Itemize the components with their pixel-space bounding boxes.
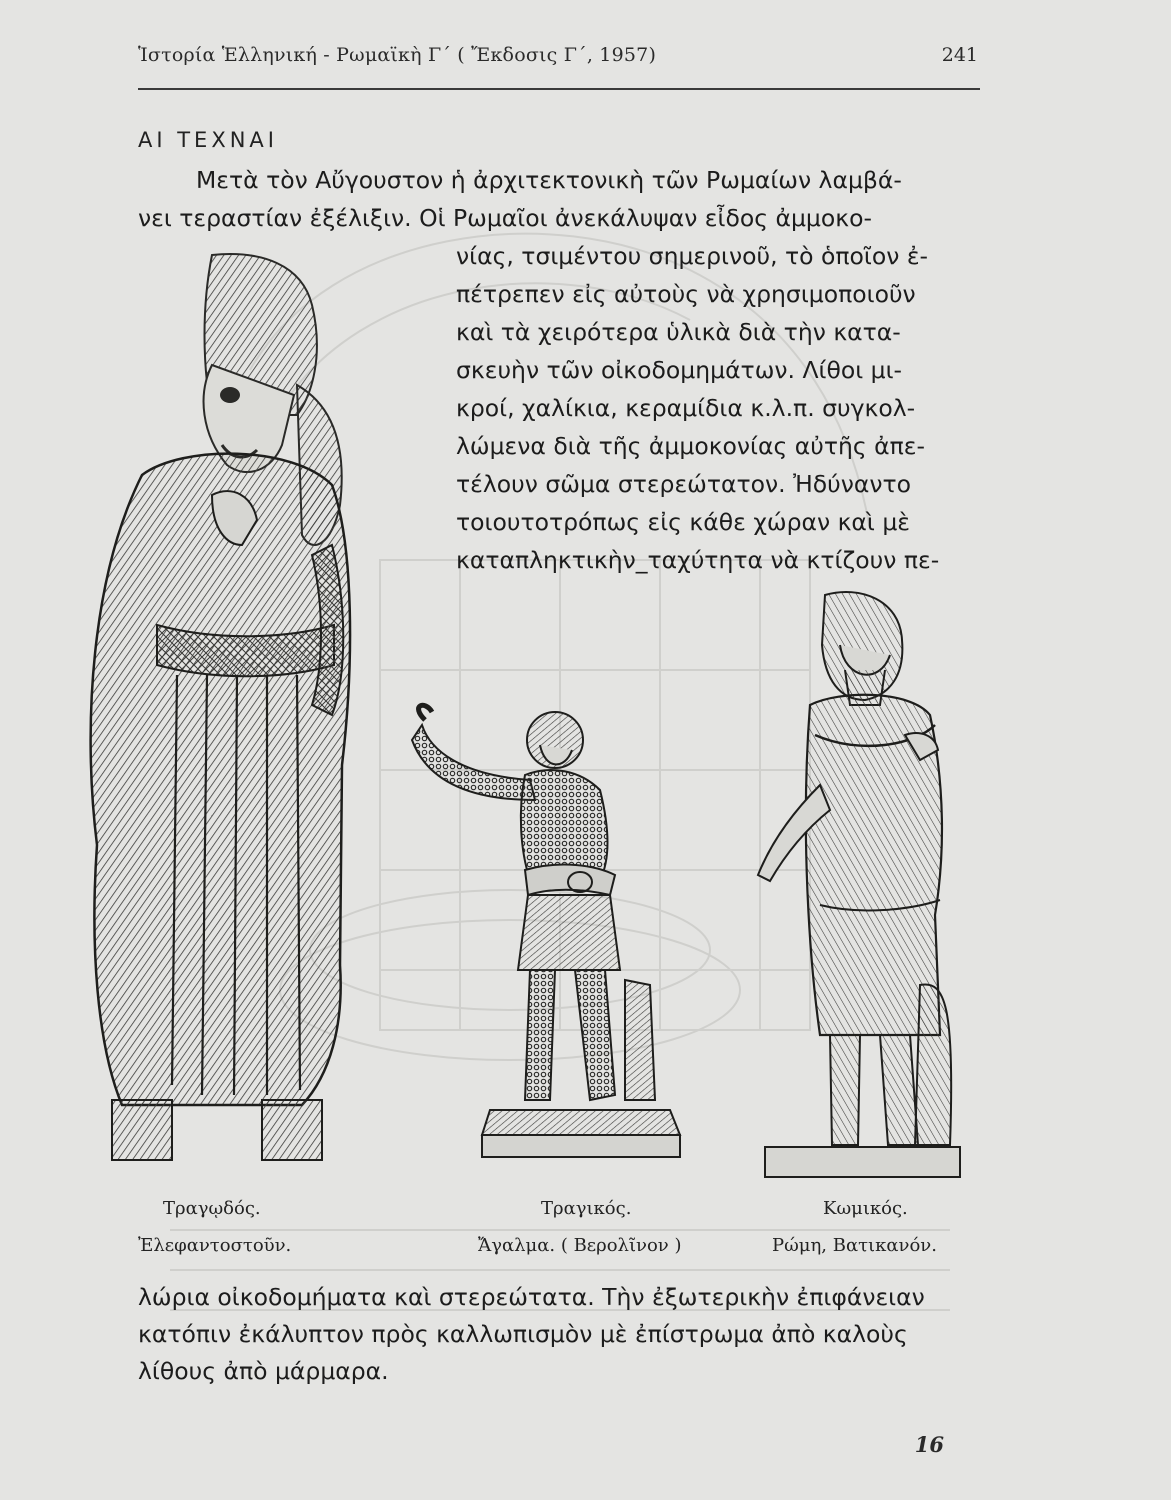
caption-3-title: Κωμικός. (823, 1198, 908, 1219)
body-line-10: τοιουτοτρόπως εἰς κάθε χώραν καὶ μὲ (456, 508, 910, 536)
caption-1-material: Ἐλεφαντοστοῦν. (138, 1235, 292, 1256)
caption-2-title: Τραγικός. (541, 1198, 632, 1219)
running-head-title: Ἱστορία Ἑλληνική - Ρωμαϊκὴ Γ΄ ( Ἔκδοσις Γ΄, 1957) (138, 44, 657, 66)
caption-2-location: Ἄγαλμα. ( Βερολῖνον ) (478, 1235, 682, 1256)
caption-1-title: Τραγῳδός. (163, 1198, 261, 1219)
body-line-8: λώμενα διὰ τῆς ἀμμοκονίας αὐτῆς ἀπε- (456, 432, 925, 460)
body-line-4: πέτρεπεν εἰς αὐτοὺς νὰ χρησιμοποιοῦν (456, 280, 916, 308)
header-rule (138, 88, 980, 90)
body-line-13: κατόπιν ἐκάλυπτον πρὸς καλλωπισμὸν μὲ ἐπίστρωμα ἀπὸ καλοὺς (138, 1320, 908, 1348)
body-line-9: τέλουν σῶμα στερεώτατον. Ἠδύναντο (456, 470, 912, 498)
body-line-3: νίας, τσιμέντου σημερινοῦ, τὸ ὁποῖον ἐ- (456, 242, 929, 270)
body-line-2: νει τεραστίαν ἐξέλιξιν. Οἱ Ρωμαῖοι ἀνεκάλυψαν εἶδος ἀμμοκο- (138, 204, 872, 232)
body-line-1: Μετὰ τὸν Αὔγουστον ἡ ἀρχιτεκτονικὴ τῶν Ρωμαίων λαμβά- (196, 166, 902, 194)
comic-statue-figure (740, 585, 970, 1185)
body-line-7: κροί, χαλίκια, κεραμίδια κ.λ.π. συγκολ- (456, 394, 916, 422)
section-heading: ΑΙ ΤΕΧΝΑΙ (138, 128, 278, 152)
body-line-5: καὶ τὰ χειρότερα ὑλικὰ διὰ τὴν κατα- (456, 318, 901, 346)
page-number: 241 (941, 44, 978, 66)
body-line-14: λίθους ἀπὸ μάρμαρα. (138, 1357, 389, 1385)
body-line-12: λώρια οἰκοδομήματα καὶ στερεώτατα. Τὴν ἐξωτερικὴν ἐπιφάνειαν (138, 1283, 925, 1311)
caption-3-location: Ρώμη, Βατικανόν. (772, 1235, 937, 1256)
body-line-6: σκευὴν τῶν οἰκοδομημάτων. Λίθοι μι- (456, 356, 903, 384)
folio-number: 16 (914, 1432, 944, 1457)
body-line-11: καταπληκτικὴν_ταχύτητα νὰ κτίζουν πε- (456, 546, 940, 574)
tragic-statue-figure (400, 700, 690, 1170)
tragedian-ivory-figure (62, 245, 362, 1165)
